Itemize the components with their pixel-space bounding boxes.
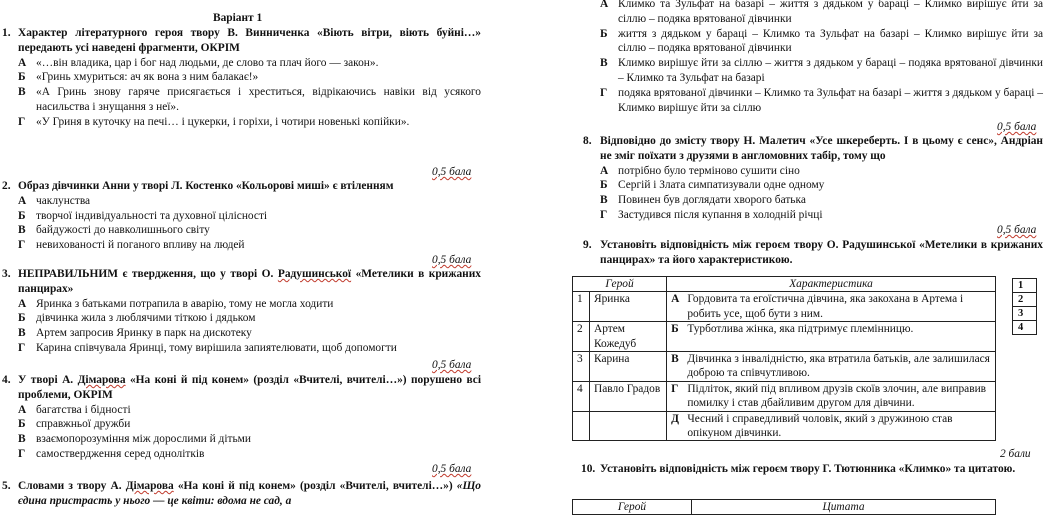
variant-title: Варіант 1 — [213, 12, 263, 24]
question-3 — [2, 267, 481, 356]
table-row: 2 Артем Кожедуб Б Турботлива жінка, яка підтримує племінницю. — [573, 322, 996, 352]
option-d[interactable]: Г самоствердження серед однолітків — [18, 447, 205, 460]
question-number: 9. — [583, 239, 592, 251]
answer-cell-4[interactable]: 4 — [1013, 321, 1037, 335]
q9-answer-grid — [1012, 278, 1037, 335]
option-c[interactable]: В Повинен був доглядати хворого батька — [600, 194, 806, 207]
score-q1: 0,5 бала — [432, 166, 472, 178]
score-q3: 0,5 бала — [432, 359, 472, 371]
score-q7: 0,5 бала — [997, 121, 1037, 133]
question-7-options — [600, 0, 1043, 115]
score-q8: 0,5 бала — [997, 224, 1037, 236]
score-q2: 0,5 бала — [432, 254, 472, 266]
question-1 — [2, 26, 481, 130]
question-number: 4. — [2, 374, 11, 386]
header-quote: Цитата — [692, 500, 996, 515]
question-number: 3. — [2, 268, 11, 280]
header-hero: Герой — [573, 500, 692, 515]
question-number: 1. — [2, 27, 11, 39]
header-characteristic: Характеристика — [667, 277, 996, 292]
question-number: 8. — [583, 135, 592, 147]
table-row: 4 Павло Градов Г Підліток, який під впливом друзів скоїв злочин, але виправив помилку і став дбайливим другом для дівчини. — [573, 381, 996, 411]
score-q4: 0,5 бала — [432, 463, 472, 475]
answer-cell-2[interactable]: 2 — [1013, 293, 1037, 307]
option-b[interactable]: Б життя з дядьком у бараці – Климко та Зульфат на базарі – Климко вирішує йти за сіллю – подяка врятованої дівчинки — [600, 27, 1043, 55]
answer-cell-1[interactable]: 1 — [1013, 279, 1037, 293]
question-number: 10. — [581, 463, 596, 475]
option-a[interactable]: А чаклунства — [18, 194, 91, 207]
question-5 — [2, 479, 481, 509]
option-d[interactable]: Г Застудився після купання в холодній річці — [600, 208, 823, 221]
table-row: 1 Яринка А Гордовита та егоїстична дівчина, яка закохана в Артема і робить усе, щоб бути з ним. — [573, 292, 996, 322]
option-a[interactable]: А потрібно було терміново сушити сіно — [600, 164, 800, 177]
question-number: 5. — [2, 480, 11, 492]
option-a[interactable]: А Яринка з батьками потрапила в аварію, тому не могла ходити — [18, 297, 334, 310]
option-d[interactable]: Г «У Гриня в куточку на печі… і цукерки, і горіхи, і чотири новенькі копійки». — [18, 115, 410, 128]
table-row: Д Чесний і справедливий чоловік, який з дружиною став опікуном дівчинки. — [573, 411, 996, 441]
option-a[interactable]: А «…він владика, цар і бог над людьми, де слово та плач його — закон». — [18, 56, 379, 69]
score-q9: 2 бали — [1000, 448, 1031, 460]
question-text: Характер літературного героя твору В. Винниченка «Віють вітри, віють буйні…» передають усі наведені фрагменти, ОКРІМ — [18, 27, 481, 54]
question-number: 2. — [2, 180, 11, 192]
option-b[interactable]: Б творчої індивідуальності та духовної цілісності — [18, 209, 268, 222]
option-a[interactable]: А багатства і бідності — [18, 403, 131, 416]
question-text: Словами з твору А. Дімарова «На коні й під конем» (розділ «Вчителі, вчителі…») «Що єдина пристрасть у нього — це квіти: вдома не сад, а — [18, 480, 481, 507]
question-text: Відповідно до змісту твору Н. Малетич «Усе шкереберть. І в цьому є сенс», Андріан не зміг поїхати з друзями в англомовних табір, тому що — [600, 135, 1043, 162]
question-text: Установіть відповідність між героєм твору Г. Тютюнника «Климко» та цитатою. — [600, 463, 1016, 475]
question-10 — [581, 462, 1043, 477]
option-d[interactable]: Г невихованості й поганого впливу на людей — [18, 239, 245, 252]
option-c[interactable]: В Климко вирішує йти за сіллю – життя з дядьком у бараці – подяка врятованої дівчинки – Климко та Зульфат на базарі — [600, 57, 1043, 84]
option-b[interactable]: Б «Гринь хмуриться: ач як вона з ним балакає!» — [18, 71, 259, 84]
option-c[interactable]: В взаємопорозуміння між дорослими й дітьми — [18, 433, 251, 446]
question-2 — [2, 179, 481, 253]
question-text: Установіть відповідність між героєм твору О. Радушинської «Метелики в крижаних панцирах» та його характеристикою. — [600, 239, 1043, 266]
option-d[interactable]: Г подяка врятованої дівчинки – Климко та Зульфат на базарі – життя з дядьком у бараці – Климко вирішує йти за сіллю — [600, 86, 1043, 114]
q9-match-table — [572, 276, 996, 441]
question-text: НЕПРАВИЛЬНИМ є твердження, що у творі О. Радушинської «Метелики в крижаних панцирах» — [18, 268, 481, 295]
option-b[interactable]: Б Сергій і Злата симпатизували одне одному — [600, 179, 825, 192]
question-text: У творі А. Дімарова «На коні й під конем» (розділ «Вчителі, вчителі…») порушено всі проблеми, ОКРІМ — [18, 374, 481, 401]
question-9 — [583, 238, 1043, 268]
option-c[interactable]: В байдужості до навколишнього світу — [18, 224, 210, 237]
question-4 — [2, 373, 481, 462]
option-c[interactable]: В Артем запросив Яринку в парк на дискотеку — [18, 327, 252, 340]
table-row: 3 Карина В Дівчинка з інвалідністю, яка втратила батьків, але залишилася доброю та співчутливою. — [573, 352, 996, 382]
question-8 — [583, 134, 1043, 223]
option-d[interactable]: Г Карина співчувала Яринці, тому вирішила запиятелювати, щоб допомогти — [18, 341, 397, 354]
q10-match-table — [572, 499, 996, 515]
answer-cell-3[interactable]: 3 — [1013, 307, 1037, 321]
option-a[interactable]: А Климко та Зульфат на базарі – життя з дядьком у бараці – Климко вирішує йти за сіллю – подяка врятованої дівчинки — [600, 0, 1043, 25]
option-b[interactable]: Б дівчинка жила з люблячими тіткою і дядьком — [18, 312, 256, 325]
option-b[interactable]: Б справжньої дружби — [18, 418, 131, 431]
header-hero: Герой — [573, 277, 667, 292]
question-text: Образ дівчинки Анни у творі Л. Костенко «Кольорові миші» є втіленням — [18, 180, 394, 192]
option-c[interactable]: В «А Гринь знову гаряче присягається і хреститься, відрікаючись навіки від усякого насильства і знущання з неї». — [18, 86, 481, 113]
